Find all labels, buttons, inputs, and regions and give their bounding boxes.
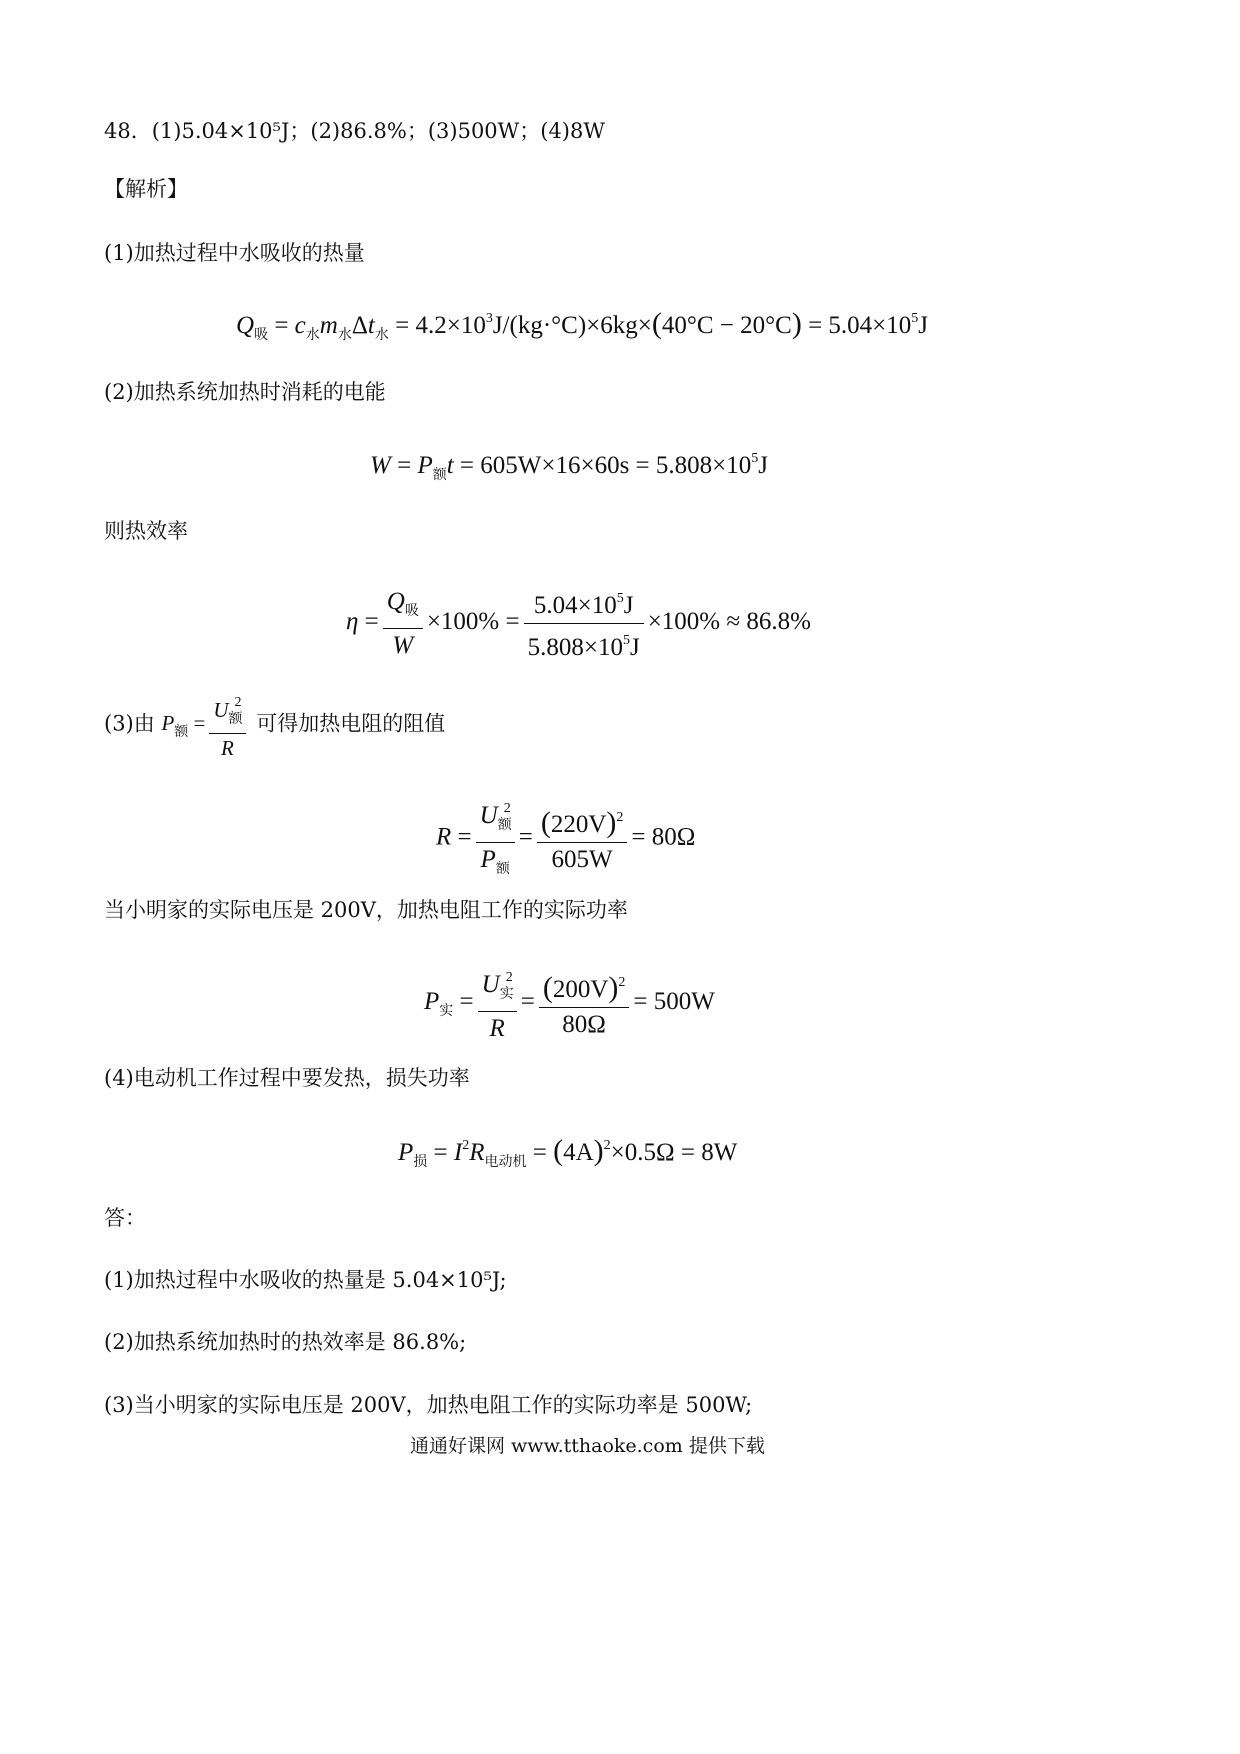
step-3-suffix: 可得加热电阻的阻值 (256, 711, 446, 736)
analysis-heading: 【解析】 (104, 177, 188, 201)
equation-actual-power: $P_实$ = $\frac{U_实^2}{R}$ = $\frac{(200V)^2}{80\Omega}$ = 500W (424, 962, 715, 1045)
equation-efficiency: η = $\frac{Q_吸}{W}$ ×100% = $\frac{5.04\times 10^5J}{5.808\times 10^5J}$ ×100% ≈ 86.8% (346, 583, 811, 664)
efficiency-text: 则热效率 (104, 519, 188, 543)
answer-label: 答： (104, 1206, 146, 1230)
step-4-text: (4)电动机工作过程中要发热，损失功率 (104, 1066, 470, 1090)
actual-voltage-text: 当小明家的实际电压是 200V，加热电阻工作的实际功率 (104, 898, 628, 922)
equation-loss-power: $P_损 = I^2R_{电动机} = (4A)^2\times 0.5\Omega = 8W$ (398, 1134, 738, 1170)
step-3-line (104, 690, 445, 761)
conclusion-3: (3)当小明家的实际电压是 200V，加热电阻工作的实际功率是 500W; (104, 1393, 753, 1417)
step-3-prefix: (3)由 (104, 711, 155, 736)
conclusion-1: (1)加热过程中水吸收的热量是 5.04×10⁵J; (104, 1268, 507, 1292)
equation-heat-absorbed: $Q_吸 = c_水m_水\Delta t_水 = 4.2\times 10^3J/(kg\cdot^\circ C)\times 6kg\times(40^\circ C - 20^\circ C) = 5.04\times 10^5J$ (236, 307, 928, 343)
answer-summary: 48．(1)5.04×10⁵J；(2)86.8%；(3)500W；(4)8W (104, 119, 605, 143)
page-footer: 通通好课网 www.tthaoke.com 提供下载 (410, 1435, 765, 1457)
step-2-text: (2)加热系统加热时消耗的电能 (104, 380, 386, 404)
equation-electric-energy: $W = P_额t = 605W\times 16\times 60s = 5.808\times 10^5J$ (370, 451, 768, 483)
conclusion-2: (2)加热系统加热时的热效率是 86.8%; (104, 1330, 467, 1354)
step-1-text: (1)加热过程中水吸收的热量 (104, 241, 365, 265)
rated-power-formula: $P_额$ = $\frac{U_额^2}{R}$ (161, 711, 249, 735)
equation-resistance: R = $\frac{U_额^2}{P_额}$ = $\frac{(220V)^2}{605W}$ = 80Ω (436, 793, 695, 885)
